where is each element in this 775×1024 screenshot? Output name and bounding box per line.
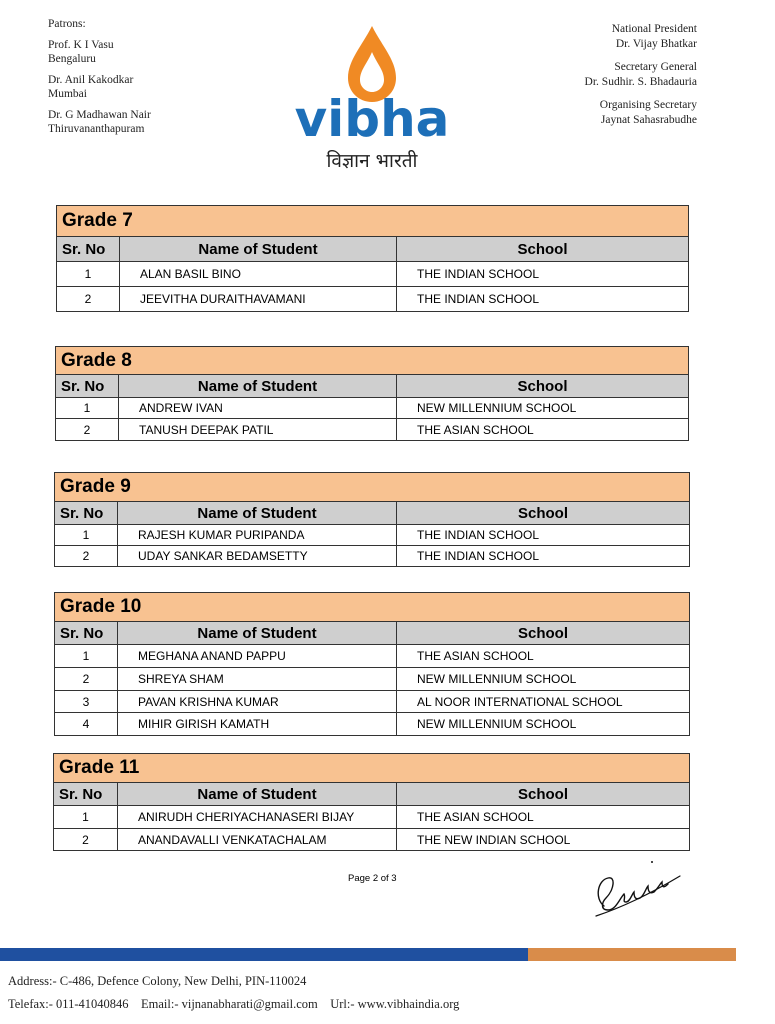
officer-name: Dr. Sudhir. S. Bhadauria xyxy=(584,75,697,88)
officer-name: Dr. Vijay Bhatkar xyxy=(615,37,697,50)
cell-sr-no: 1 xyxy=(56,398,119,419)
officer-entry xyxy=(585,98,697,127)
patron-name: Prof. K I Vasu xyxy=(48,38,114,51)
cell-sr-no: 1 xyxy=(55,645,118,668)
cell-student-name: ANANDAVALLI VENKATACHALAM xyxy=(118,829,397,851)
table-row xyxy=(54,806,690,829)
column-header-school: School xyxy=(397,622,690,645)
vibha-logo xyxy=(286,22,458,178)
cell-sr-no: 1 xyxy=(54,806,118,829)
grade-table xyxy=(54,472,690,567)
table-row xyxy=(55,713,690,736)
cell-student-name: UDAY SANKAR BEDAMSETTY xyxy=(118,546,397,567)
grade-table xyxy=(55,346,689,441)
column-header-sr-no: Sr. No xyxy=(55,502,118,525)
cell-student-name: SHREYA SHAM xyxy=(118,668,397,691)
column-header-name: Name of Student xyxy=(118,502,397,525)
grade-table xyxy=(56,205,689,312)
signature xyxy=(590,858,682,918)
officer-name: Jaynat Sahasrabudhe xyxy=(600,113,697,126)
grade-title: Grade 8 xyxy=(56,347,689,375)
cell-school: THE ASIAN SCHOOL xyxy=(397,806,690,829)
officer-role: Secretary General xyxy=(614,61,697,73)
table-row xyxy=(57,262,689,287)
column-header-name: Name of Student xyxy=(120,237,397,262)
footer-contact: Telefax:- 011-41040846 Email:- vijnanabharati@gmail.com Url:- www.vibhaindia.org xyxy=(8,997,460,1011)
column-header-sr-no: Sr. No xyxy=(55,622,118,645)
cell-student-name: ALAN BASIL BINO xyxy=(120,262,397,287)
cell-student-name: RAJESH KUMAR PURIPANDA xyxy=(118,525,397,546)
patron-place: Mumbai xyxy=(48,88,87,100)
grade-table xyxy=(54,592,690,736)
table-row xyxy=(54,829,690,851)
cell-school: AL NOOR INTERNATIONAL SCHOOL xyxy=(397,691,690,713)
officer-entry xyxy=(585,22,697,51)
column-header-name: Name of Student xyxy=(118,622,397,645)
cell-student-name: MIHIR GIRISH KAMATH xyxy=(118,713,397,736)
table-row xyxy=(55,546,690,567)
cell-sr-no: 1 xyxy=(55,525,118,546)
cell-sr-no: 4 xyxy=(55,713,118,736)
cell-school: NEW MILLENNIUM SCHOOL xyxy=(397,713,690,736)
cell-school: NEW MILLENNIUM SCHOOL xyxy=(397,398,689,419)
footer-address: Address:- C-486, Defence Colony, New Delhi, PIN-110024 xyxy=(8,974,307,988)
patron-place: Thiruvananthapuram xyxy=(48,123,145,135)
patron-entry xyxy=(48,108,151,137)
column-header-school: School xyxy=(397,502,690,525)
cell-sr-no: 2 xyxy=(57,287,120,312)
officer-role: Organising Secretary xyxy=(599,99,697,111)
cell-sr-no: 2 xyxy=(55,668,118,691)
grade-title: Grade 11 xyxy=(54,754,690,783)
cell-sr-no: 2 xyxy=(55,546,118,567)
cell-school: THE INDIAN SCHOOL xyxy=(397,262,689,287)
grade-title: Grade 10 xyxy=(55,593,690,622)
patron-entry xyxy=(48,38,151,67)
cell-student-name: JEEVITHA DURAITHAVAMANI xyxy=(120,287,397,312)
column-header-sr-no: Sr. No xyxy=(56,375,119,398)
officer-entry xyxy=(585,60,697,89)
footer-bar-blue xyxy=(0,948,528,961)
officer-role: National President xyxy=(611,23,697,35)
cell-sr-no: 2 xyxy=(56,419,119,441)
cell-sr-no: 1 xyxy=(57,262,120,287)
cell-student-name: TANUSH DEEPAK PATIL xyxy=(119,419,397,441)
cell-school: THE INDIAN SCHOOL xyxy=(397,287,689,312)
officers-block xyxy=(585,22,697,136)
grade-title: Grade 7 xyxy=(57,206,689,237)
patron-place: Bengaluru xyxy=(48,53,96,65)
logo-hindi-text: विज्ञान भारती xyxy=(326,150,418,172)
patron-name: Dr. G Madhawan Nair xyxy=(48,108,151,121)
cell-sr-no: 3 xyxy=(55,691,118,713)
column-header-name: Name of Student xyxy=(118,783,397,806)
table-row xyxy=(56,419,689,441)
logo-wordmark: vibha xyxy=(294,90,450,148)
column-header-sr-no: Sr. No xyxy=(54,783,118,806)
column-header-school: School xyxy=(397,375,689,398)
grade-title: Grade 9 xyxy=(55,473,690,502)
table-row xyxy=(55,668,690,691)
grade-table xyxy=(53,753,690,851)
column-header-sr-no: Sr. No xyxy=(57,237,120,262)
patron-name: Dr. Anil Kakodkar xyxy=(48,73,134,86)
column-header-school: School xyxy=(397,783,690,806)
cell-student-name: ANIRUDH CHERIYACHANASERI BIJAY xyxy=(118,806,397,829)
cell-school: NEW MILLENNIUM SCHOOL xyxy=(397,668,690,691)
cell-sr-no: 2 xyxy=(54,829,118,851)
cell-school: THE NEW INDIAN SCHOOL xyxy=(397,829,690,851)
cell-school: THE ASIAN SCHOOL xyxy=(397,419,689,441)
cell-school: THE INDIAN SCHOOL xyxy=(397,546,690,567)
cell-student-name: PAVAN KRISHNA KUMAR xyxy=(118,691,397,713)
cell-student-name: MEGHANA ANAND PAPPU xyxy=(118,645,397,668)
column-header-name: Name of Student xyxy=(119,375,397,398)
table-row xyxy=(55,645,690,668)
footer-bar-orange xyxy=(528,948,736,961)
cell-school: THE INDIAN SCHOOL xyxy=(397,525,690,546)
cell-school: THE ASIAN SCHOOL xyxy=(397,645,690,668)
table-row xyxy=(55,525,690,546)
patrons-block xyxy=(48,17,151,143)
column-header-school: School xyxy=(397,237,689,262)
patron-entry xyxy=(48,73,151,102)
table-row xyxy=(57,287,689,312)
cell-student-name: ANDREW IVAN xyxy=(119,398,397,419)
page-number: Page 2 of 3 xyxy=(348,873,397,884)
patrons-heading: Patrons: xyxy=(48,18,86,30)
table-row xyxy=(56,398,689,419)
table-row xyxy=(55,691,690,713)
